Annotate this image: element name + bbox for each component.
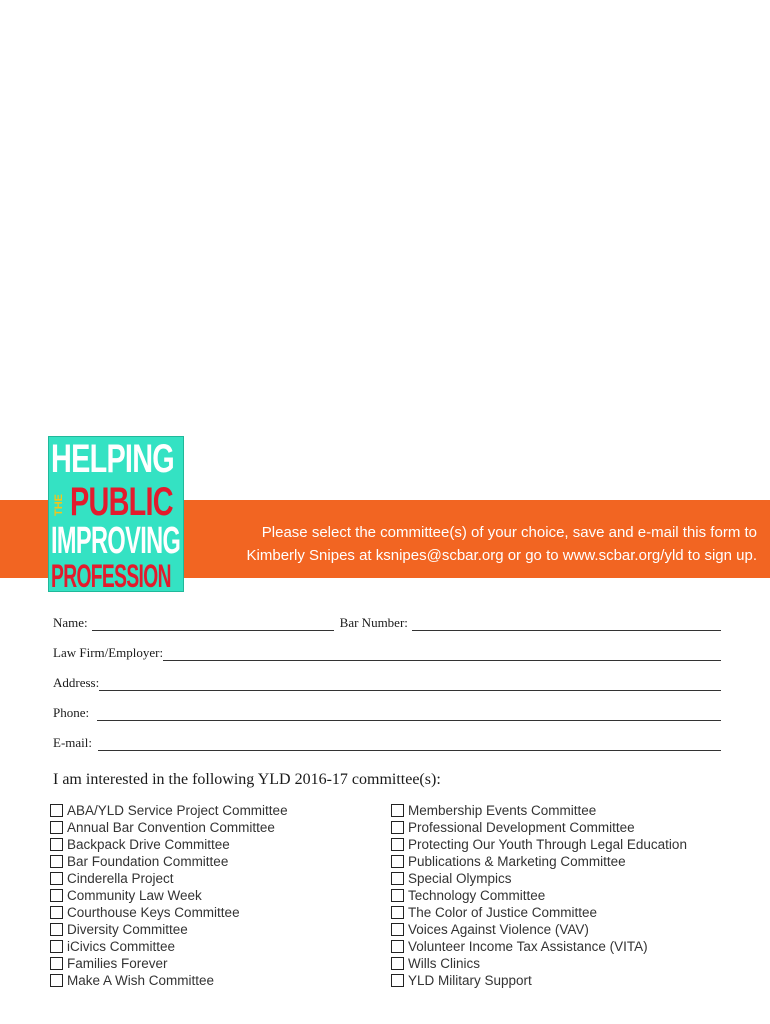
checkbox[interactable] — [50, 855, 63, 868]
committee-item[interactable] — [391, 887, 687, 904]
banner-instructions — [185, 521, 757, 567]
committees-heading: I am interested in the following YLD 2016-17 committee(s): — [53, 771, 441, 788]
committee-item[interactable] — [391, 853, 687, 870]
checkbox[interactable] — [50, 923, 63, 936]
committee-label: Annual Bar Convention Committee — [67, 820, 275, 835]
committee-label: Publications & Marketing Committee — [408, 854, 626, 869]
committee-item[interactable] — [391, 819, 687, 836]
committee-label: Professional Development Committee — [408, 820, 635, 835]
committee-label: ABA/YLD Service Project Committee — [67, 803, 288, 818]
email-field[interactable] — [98, 738, 721, 751]
checkbox[interactable] — [50, 804, 63, 817]
logo-word-profession: PROFESSION — [51, 558, 171, 594]
employer-field[interactable] — [163, 648, 721, 661]
committee-label: Make A Wish Committee — [67, 973, 215, 988]
phone-label: Phone: — [53, 705, 90, 720]
employer-row — [53, 641, 721, 661]
checkbox[interactable] — [391, 940, 404, 953]
committee-label: Community Law Week — [67, 888, 202, 903]
committee-item[interactable] — [391, 870, 687, 887]
committee-label: Voices Against Violence (VAV) — [408, 922, 589, 937]
committee-item[interactable] — [50, 836, 288, 853]
committee-label: YLD Military Support — [408, 973, 532, 988]
committee-label: Cinderella Project — [67, 871, 174, 886]
committee-item[interactable] — [391, 972, 687, 989]
committee-item[interactable] — [391, 938, 687, 955]
committee-label: Courthouse Keys Committee — [67, 905, 240, 920]
checkbox[interactable] — [391, 974, 404, 987]
checkbox[interactable] — [50, 838, 63, 851]
checkbox[interactable] — [50, 974, 63, 987]
logo-word-helping: HELPING — [51, 437, 174, 481]
name-label: Name: — [53, 615, 88, 630]
committee-label: Special Olympics — [408, 871, 512, 886]
logo-word-public: PUBLIC — [70, 480, 173, 524]
committee-item[interactable] — [50, 853, 288, 870]
checkbox[interactable] — [391, 838, 404, 851]
email-label: E-mail: — [53, 735, 92, 750]
committee-item[interactable] — [50, 819, 288, 836]
committee-label: Membership Events Committee — [408, 803, 597, 818]
logo-word-the: THE — [53, 494, 65, 516]
committee-label: iCivics Committee — [67, 939, 176, 954]
committee-label: The Color of Justice Committee — [408, 905, 598, 920]
committee-item[interactable] — [391, 921, 687, 938]
address-label: Address: — [53, 675, 100, 690]
name-row — [53, 611, 721, 631]
name-field[interactable] — [92, 618, 334, 631]
checkbox[interactable] — [391, 889, 404, 902]
logo-word-improving: IMPROVING — [51, 520, 181, 562]
checkbox[interactable] — [391, 923, 404, 936]
committee-label: Protecting Our Youth Through Legal Education — [408, 837, 687, 852]
committee-list-right — [391, 802, 687, 989]
checkbox[interactable] — [391, 906, 404, 919]
committee-label: Bar Foundation Committee — [67, 854, 229, 869]
committee-item[interactable] — [391, 802, 687, 819]
committee-item[interactable] — [50, 904, 288, 921]
checkbox[interactable] — [391, 821, 404, 834]
committee-item[interactable] — [50, 870, 288, 887]
checkbox[interactable] — [391, 855, 404, 868]
checkbox[interactable] — [50, 821, 63, 834]
email-row — [53, 731, 721, 751]
committee-item[interactable] — [50, 938, 288, 955]
bar-number-label: Bar Number: — [339, 615, 408, 630]
committee-label: Wills Clinics — [408, 956, 480, 971]
phone-field[interactable] — [97, 708, 721, 721]
committee-item[interactable] — [50, 921, 288, 938]
banner-line-1: Please select the committee(s) of your choice, save and e-mail this form to — [261, 524, 757, 541]
committee-item[interactable] — [391, 836, 687, 853]
address-row — [53, 671, 721, 691]
committee-item[interactable] — [50, 955, 288, 972]
committee-item[interactable] — [391, 955, 687, 972]
checkbox[interactable] — [50, 906, 63, 919]
address-field[interactable] — [99, 678, 721, 691]
committee-label: Technology Committee — [408, 888, 546, 903]
checkbox[interactable] — [391, 957, 404, 970]
committee-item[interactable] — [391, 904, 687, 921]
checkbox[interactable] — [391, 872, 404, 885]
phone-row — [53, 701, 721, 721]
committee-label: Backpack Drive Committee — [67, 837, 230, 852]
committee-item[interactable] — [50, 802, 288, 819]
checkbox[interactable] — [50, 889, 63, 902]
bar-number-field[interactable] — [412, 618, 721, 631]
committee-label: Diversity Committee — [67, 922, 188, 937]
checkbox[interactable] — [50, 872, 63, 885]
checkbox[interactable] — [50, 957, 63, 970]
helping-the-public-logo — [48, 436, 184, 592]
checkbox[interactable] — [391, 804, 404, 817]
committee-item[interactable] — [50, 887, 288, 904]
banner-line-2: Kimberly Snipes at ksnipes@scbar.org or go to www.scbar.org/yld to sign up. — [246, 547, 757, 564]
employer-label: Law Firm/Employer: — [53, 645, 164, 660]
committee-label: Families Forever — [67, 956, 168, 971]
checkbox[interactable] — [50, 940, 63, 953]
committee-label: Volunteer Income Tax Assistance (VITA) — [408, 939, 648, 954]
committee-list-left — [50, 802, 288, 989]
committee-item[interactable] — [50, 972, 288, 989]
